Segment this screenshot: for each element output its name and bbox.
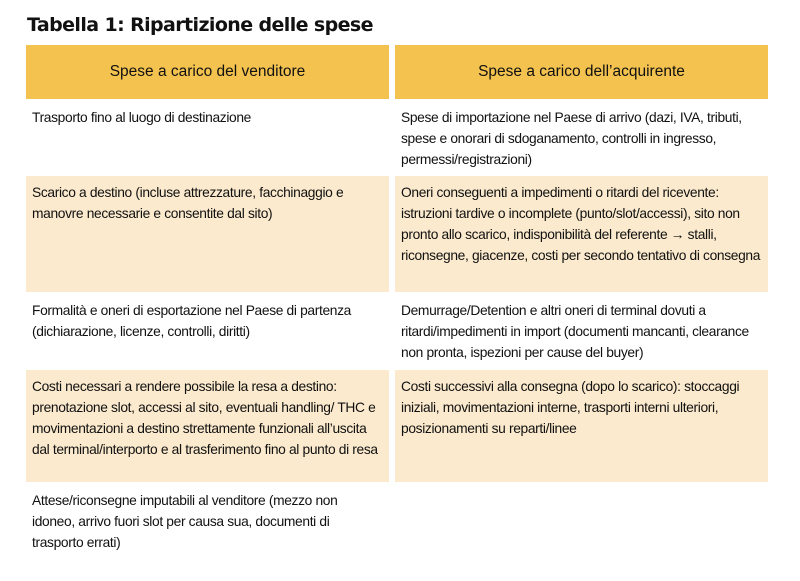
table-row (26, 176, 768, 292)
table-header-row (26, 45, 768, 99)
seller-cell: Costi necessari a rendere possibile la resa a destino: prenotazione slot, accessi al sito, eventuali handling/ THC e movimentazioni a destino strettamente funzionali all’uscita dal terminal/interporto e al trasferimento fino al punto di resa (26, 370, 389, 482)
table-row (26, 294, 768, 368)
table-title: Tabella 1: Ripartizione delle spese (27, 14, 373, 36)
header-buyer: Spese a carico dell’acquirente (395, 45, 768, 99)
buyer-cell (395, 484, 768, 560)
table-row (26, 370, 768, 482)
table-row (26, 484, 768, 560)
seller-cell: Scarico a destino (incluse attrezzature, facchinaggio e manovre necessarie e consentite dal sito) (26, 176, 389, 292)
header-seller: Spese a carico del venditore (26, 45, 389, 99)
seller-cell: Formalità e oneri di esportazione nel Paese di partenza (dichiarazione, licenze, controlli, diritti) (32, 303, 351, 339)
buyer-cell: Costi successivi alla consegna (dopo lo scarico): stoccaggi iniziali, movimentazioni interne, trasporti interni ulteriori, posizionamenti su reparti/linee (395, 370, 768, 482)
buyer-cell: Oneri conseguenti a impedimenti o ritardi del ricevente: istruzioni tardive o incomplete (punto/slot/accessi), sito non pronto allo scarico, indisponibilità del referente → stalli, riconsegne, giacenze, costi per secondo tentativo di consegna (395, 176, 768, 292)
seller-cell: Trasporto fino al luogo di destinazione (32, 110, 251, 125)
table-row (26, 101, 768, 174)
seller-cell: Attese/riconsegne imputabili al venditore (mezzo non idoneo, arrivo fuori slot per causa sua, documenti di trasporto errati) (32, 493, 338, 550)
expense-table (26, 45, 768, 560)
buyer-cell: Demurrage/Detention e altri oneri di terminal dovuti a ritardi/impedimenti in import (documenti mancanti, clearance non pronta, ispezioni per cause del buyer) (401, 303, 749, 360)
buyer-cell: Spese di importazione nel Paese di arrivo (dazi, IVA, tributi, spese e onorari di sdoganamento, controlli in ingresso, permessi/registrazioni) (401, 110, 742, 167)
